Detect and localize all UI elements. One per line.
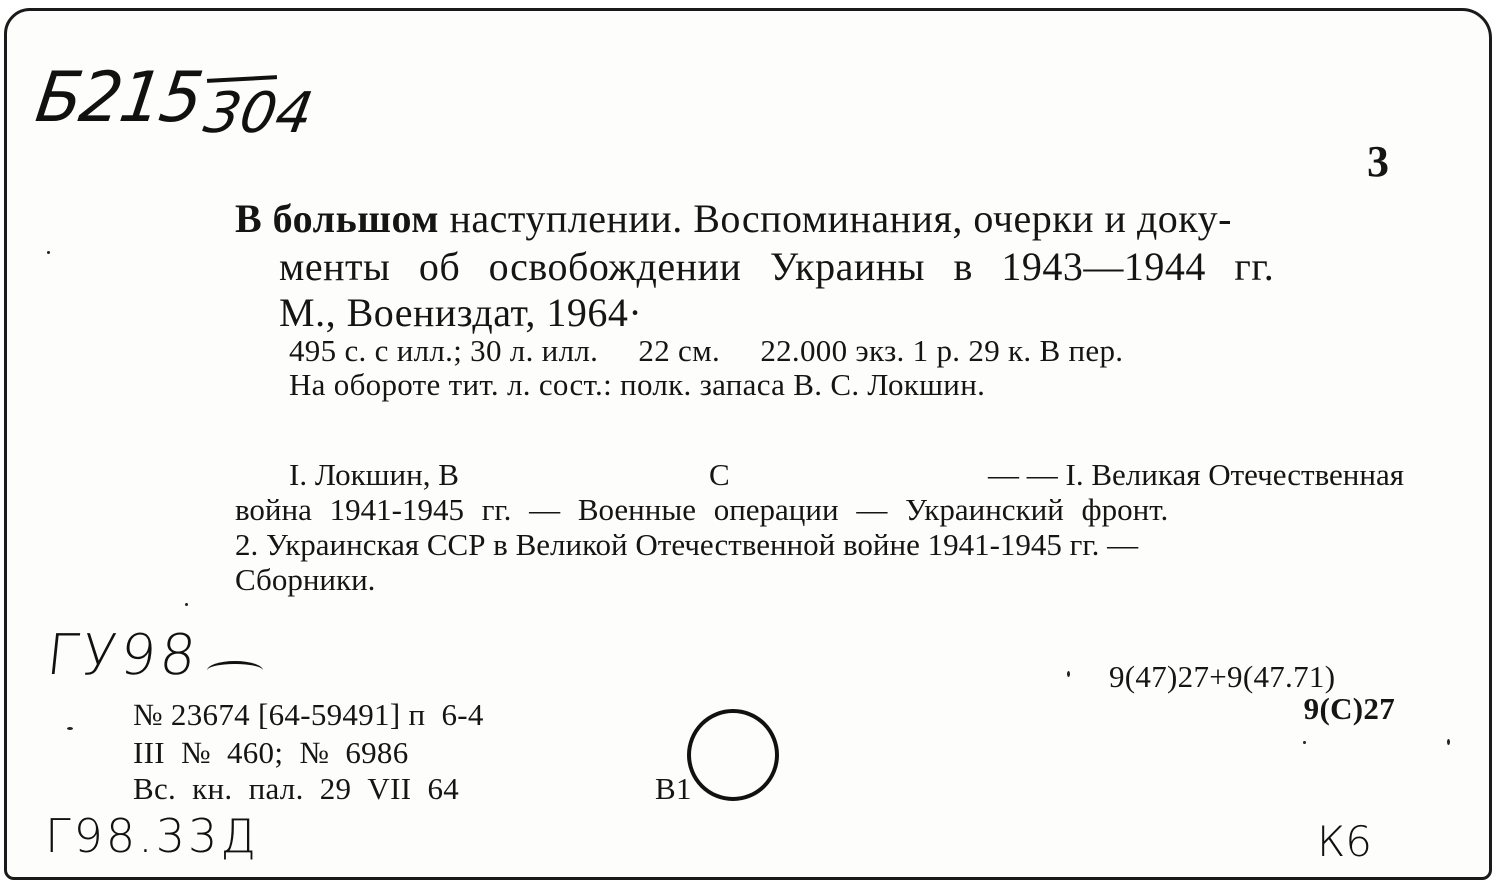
handwritten-call-number: Б215: [31, 57, 206, 138]
registry-line-2: III № 460; № 6986: [133, 735, 409, 770]
subjects-initial: С: [709, 457, 730, 492]
registry-line-1: № 23674 [64-59491] п 6-4: [133, 697, 484, 732]
handwritten-shelf-code: Г98.33Д: [45, 809, 260, 863]
handwritten-call-number-sub: 304: [199, 81, 318, 146]
stamp-circle: [687, 709, 779, 801]
speck: [1447, 739, 1450, 745]
subjects-author: I. Локшин, В: [289, 457, 459, 492]
title-bold: В большом: [235, 196, 439, 241]
card-number: 3: [1367, 137, 1389, 186]
speck: [185, 603, 188, 606]
title-line-1: [235, 195, 1405, 242]
description-line-2: На обороте тит. л. сост.: полк. запаса В. С. Локшин.: [289, 367, 986, 402]
classification-line-2: 9(С)27: [1303, 691, 1395, 726]
description-line-1: 495 с. с илл.; 30 л. илл. 22 см. 22.000 экз. 1 р. 29 к. В пер.: [289, 333, 1124, 368]
classification-line-1: 9(47)27+9(47.71): [1109, 659, 1336, 694]
handwritten-mark: К6: [1317, 817, 1373, 866]
title-line-3: М., Воениздат, 1964·: [279, 290, 643, 335]
subjects-heading-1: — — I. Великая Отечественная: [988, 457, 1404, 492]
speck: [47, 251, 50, 254]
title-line-2: менты об освобождении Украины в 1943—1944 гг.: [279, 244, 1275, 289]
registry-line-3: Вс. кн. пал. 29 VII 64: [133, 771, 460, 806]
title-line-1-rest: наступлении. Воспоминания, очерки и доку-: [449, 196, 1232, 241]
catalog-card: [4, 8, 1492, 880]
speck: [1303, 741, 1306, 744]
speck: [67, 727, 73, 730]
archive-code-squiggle: [207, 661, 263, 680]
speck: [1067, 671, 1070, 677]
subjects-line-1: [289, 457, 1404, 493]
handwritten-archive-code: ГУ98: [43, 623, 204, 688]
stamp-label: В1: [655, 771, 692, 806]
subjects-line-4: Сборники.: [235, 562, 376, 597]
subjects-line-3: 2. Украинская ССР в Великой Отечественной войне 1941-1945 гг. —: [235, 527, 1139, 562]
subjects-line-2: война 1941-1945 гг. — Военные операции — Украинский фронт.: [235, 492, 1169, 527]
